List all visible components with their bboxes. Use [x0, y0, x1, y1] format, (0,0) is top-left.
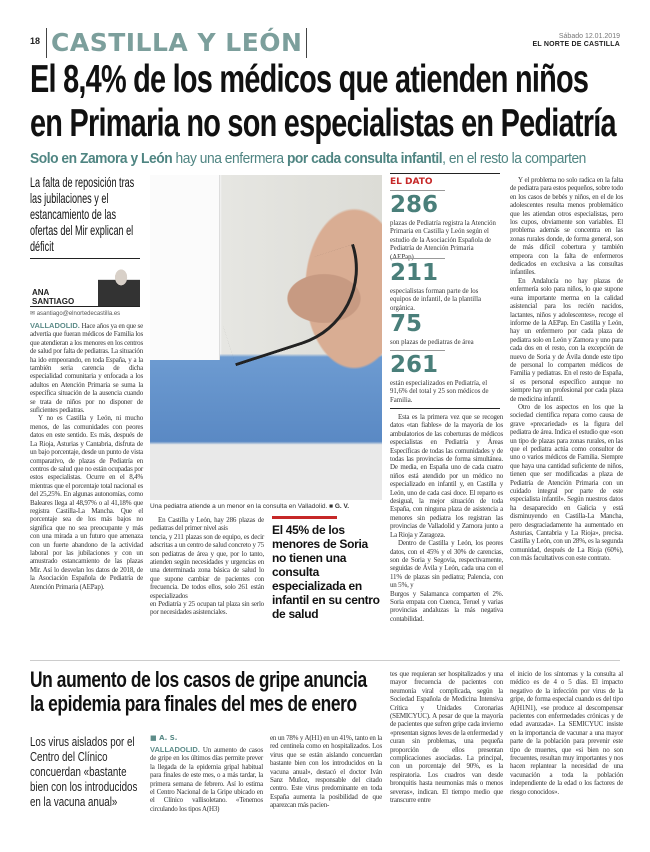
article-divider — [30, 660, 620, 661]
stat-item — [390, 310, 500, 347]
subheadline — [30, 150, 586, 167]
date: Sábado 12.01.2019 — [558, 33, 620, 40]
paragraph: en un 78% y A(H1) en un 41%, tanto en la red centinela como en hospitalizados. Los virus que se están aislando concuerdan bastante bien con los introducidos en la vacuna anual», destacó el doctor Iván Sanz Muñoz, responsable del citado centro. Este virus predominante en toda España aumenta la posibilidad de que aparezcan más pacien- — [270, 734, 382, 810]
stat-number: 286 — [390, 190, 445, 218]
paragraph: Esta es la primera vez que se recogen datos «tan fiables» de la mayoría de los ambulatorios de las coberturas de médicos especialistas en Pediatría y Áreas Específicas de todas las comunidades y de todas las provincias de forma simultánea. De media, en España uno de cada cuatro niños está atendido por un médico no especializado en infantil y, en Castilla y León, uno de cada casi doce. El reparto es desigual, la mejor situación de toda España, con ninguna plaza de asistencia a menores sin pediatra los registran las provincias de Valladolid y Zamora junto a La Rioja y Zaragoza. — [390, 413, 503, 539]
section-title: CASTILLA Y LEÓN — [46, 28, 307, 58]
stat-text: plazas de Pediatría registra la Atención Primaria en Castilla y León según el estudio de la Asociación Española de Pediatría de Atención Primaria (AEPap). — [390, 220, 496, 261]
divider — [30, 258, 140, 259]
headline-line: Un aumento de los casos de gripe anuncia — [30, 667, 367, 692]
body-column-4 — [510, 670, 623, 796]
masthead-date — [533, 33, 620, 49]
headline-line: en Primaria no son especialistas en Pediatría — [30, 102, 616, 145]
page-number: 18 — [30, 36, 41, 46]
paragraph: en Pediatría y 25 ocupan tal plaza sin serlo por necesidades asistenciales. — [150, 600, 264, 617]
el-dato-title: EL DATO — [390, 177, 433, 187]
subhead-part: hay una enfermera — [172, 150, 287, 167]
paragraph: tes que requieran ser hospitalizados y una mayor frecuencia de pacientes con neumonía viral complicada, según la Sociedad Española de Medicina Intensiva Crítica y Unidades Coronarias (SEMICYUC). A pesar de que la mayoría de pacientes que sufren gripe cada invierno «presentan signos leves de la enfermedad y curan sin problemas, una pequeña proporción de ellos presentan complicaciones asociadas. La principal, con un porcentaje del 90%, es la respiratoria. Los cuadros van desde bronquitis hasta neumonías más o menos severas», indican. El tiempo medio que transcurre entre — [390, 670, 503, 805]
divider — [390, 173, 500, 174]
body-column-3 — [390, 413, 503, 623]
author-first: ANA — [32, 288, 50, 297]
body-column-3 — [390, 670, 503, 805]
dateline: VALLADOLID. — [150, 745, 200, 754]
stat-number: 75 — [390, 311, 423, 337]
paragraph: Y no es Castilla y León, ni mucho menos, de las comunidades con peores datos en este sentido. Es más, después de La Rioja, Asturias y Cantabria, disfruta de un bajo porcentaje, desde un punto de vista comparativo, de plazas de Pediatría en centros de salud que no están ocupadas por estos especialistas. Ocurre en el 8,4% mientras que el porcentaje total nacional es del 25,25%. En algunas autonomías, como Baleares llega al 48,97% o al 41,18% que registra Castilla-La Mancha. Que el porcentaje sea de los más bajos no significa que no sea preocupante y más con una mirada a un futuro que amenaza con un fuerte abandono de la actividad laboral por las jubilaciones y con un amustrado estancamiento de las plazas Mir. Así lo desvelan los datos de 2018, de la Asociación Española de Pediatría de Atención Primaria (AEPap). — [30, 414, 143, 591]
paragraph: tencia, y 211 plazas son de equipo, es decir adscritas a un centro de salud concreto y 75 son pediatras de área y que, por lo tanto, atienden según necesidades y urgencias en una determinada zona básica de salud lo que supone cambiar de pacientes con frecuencia. De todos ellos, solo 261 están especializados — [150, 532, 264, 600]
callout-accent — [272, 516, 337, 519]
main-headline — [30, 58, 650, 146]
divider — [390, 408, 500, 409]
stat-text: especialistas forman parte de los equipos de infantil, de la plantilla orgánica. — [390, 288, 481, 312]
paragraph: En Castilla y León, hay 286 plazas de pediatras del primer nivel asis — [150, 516, 264, 533]
stat-number: 211 — [390, 258, 445, 286]
headline-line: la epidemia para finales del mes de enero — [30, 691, 357, 716]
caption-text: Una pediatra atiende a un menor en la consulta en Valladolid. — [150, 503, 328, 510]
body-column-1 — [150, 745, 263, 813]
subhead-part: por cada consulta infantil — [286, 150, 443, 167]
subhead-part: , en el resto la comparten — [442, 150, 586, 167]
paragraph: Un aumento de casos de gripe en los últimos días permite prever la llegada de la epidemia gripal habitual para finales de este mes, o a más tardar, la primera semana de febrero. Así lo estima el Centro Nacional de la Gripe ubicado en el Clínico vallisoletano. «Tenemos circulando los tipos A(H3) — [150, 746, 263, 813]
byline-text: A. S. — [159, 734, 178, 742]
article-deck: Los virus aislados por el Centro del Clínico concuerdan «bastante bien con los introducidos en la vacuna anual» — [30, 734, 138, 809]
body-column-4 — [510, 176, 623, 563]
paragraph: Y el problema no solo radica en la falta de pediatra para estos pequeños, sobre todo en los casos de bebés y niños, en el de los adolescentes resulta menos problemático que les atiendan otros especialistas, pero los cupos, obviamente son variables. El problema además se concentra en las zonas rurales donde, de forma general, son de más difícil cobertura y también empeora con la falta de enfermeros dedicados en exclusiva a las consultas infantiles. — [510, 176, 623, 277]
body-column-2 — [270, 734, 382, 810]
photo-credit: G. V. — [334, 503, 350, 510]
stat-item — [390, 350, 500, 405]
stethoscope — [211, 244, 378, 366]
photo-caption: Una pediatra atiende a un menor en la consulta en Valladolid. ■ G. V. — [150, 503, 350, 510]
pull-quote: El 45% de los menores de Soria no tienen una consulta especializada en infantil en su centro de salud — [272, 523, 380, 621]
paragraph: Otro de los aspectos en los que la sociedad científica repara como causa de grave «precariedad» es la figura del pediatra de área. Indica el estudio que «son un tipo de plazas para zonas rurales, en las que el pediatra actúa como consultor de uno o varios médicos de Familia. Siempre que haya una cantidad suficiente de niños, tienen que ser modificadas a plaza de Pediatría de Atención Primaria con un cuidado integral por parte de este especialista infantil». Según nuestros datos ha desaparecido en Galicia y está disminuyendo en Castilla-La Mancha, pero desgraciadamente ha aumentado en Asturias, Cantabria y La Rioja», precisa. Castilla y León, con un 28%, es la segunda comunidad, después de La Rioja (60%), con más facultativos con este contrato. — [510, 402, 623, 563]
byline: ■ A. S. — [150, 734, 178, 742]
subhead-part: Solo en Zamora y León — [30, 150, 173, 167]
stat-text: son plazas de pediatras de área — [390, 339, 474, 346]
stat-item — [390, 258, 500, 313]
stat-number: 261 — [390, 350, 445, 378]
stat-item — [390, 190, 500, 262]
author-email[interactable]: ✉ asantiago@elnortedecastilla.es — [30, 311, 121, 317]
dateline: VALLADOLID. — [30, 321, 80, 330]
paragraph: Dentro de Castilla y León, los peores datos, con el 45% y el 30% de carencias, son de Soria y Segovia, respectivamente, seguidas de Ávila y León, cada una con el 11% de plazas sin pediatra; Palencia, con un 5%, y — [390, 539, 503, 590]
paragraph: En Andalucía no hay plazas de enfermería solo para niños, lo que supone «una importante merma en la calidad asistencial para los recién nacidos, lactantes, niños y adolescentes», recoge el informe de la AEPap. En Castilla y León, hay un enfermero por cada plaza de pediatra solo en León y Zamora y uno para cada dos en el resto, con la excepción de nuevo de Soria y de Ávila donde este tipo de personal lo comparten médicos de Familia y pediatras. En el resto de España, sí es personal específico aunque no siempre hay un profesional por cada plaza de medicina infantil. — [510, 276, 623, 403]
publication-name: EL NORTE DE CASTILLA — [532, 41, 620, 48]
stat-text: están especializados en Pediatría, el 91,6% del total y 25 son médicos de Familia. — [390, 380, 489, 404]
author-last: SANTIAGO — [32, 297, 75, 306]
author-name — [32, 288, 74, 306]
paragraph: Burgos y Salamanca comparten el 2%. Soria empata con Cuenca, Teruel y varias provincias andaluzas la más negativa contabilidad. — [390, 589, 503, 623]
headline-line: El 8,4% de los médicos que atienden niños — [30, 58, 589, 101]
paragraph: Hace años ya en que se advertía que fueran médicos de Familia los que atendieran a los menores en los centros de salud por falta de pediatras. La situación ha ido empeorando, en toda España, y a la también seria carencia de dicha especialidad comunitaria y enfocada a los adultos en Atención Primaria se suma la específica situación de la ausencia cuando se trata de niños por no disponer de suficientes pediatras. — [30, 322, 143, 415]
email-text[interactable]: asantiago@elnortedecastilla.es — [36, 311, 121, 317]
paragraph: el inicio de los síntomas y la consulta al médico es de 4 o 5 días. El impacto negativo de la infección por virus de la gripe, de forma especial cuando es del tipo A(H1N1), «se produce al descompensar pacientes con enfermedades crónicas y de edad avanzada». La SEMICYUC insiste en la importancia de vacunar a una mayor parte de la población para prevenir este tipo de muertes, que «si bien no son frecuentes, resultan muy importantes y nos hacen replantear la necesidad de una vacunación a toda la población independiente de la edad o los factores de riesgo conocidos». — [510, 670, 623, 796]
article-photo — [150, 175, 382, 500]
article-deck: La falta de reposición tras las jubilaciones y el estancamiento de las ofertas del Mir explican el déficit — [30, 174, 135, 254]
divider — [30, 306, 140, 307]
body-column-1 — [30, 321, 143, 591]
body-column-2 — [150, 516, 264, 617]
author-photo — [98, 262, 140, 306]
